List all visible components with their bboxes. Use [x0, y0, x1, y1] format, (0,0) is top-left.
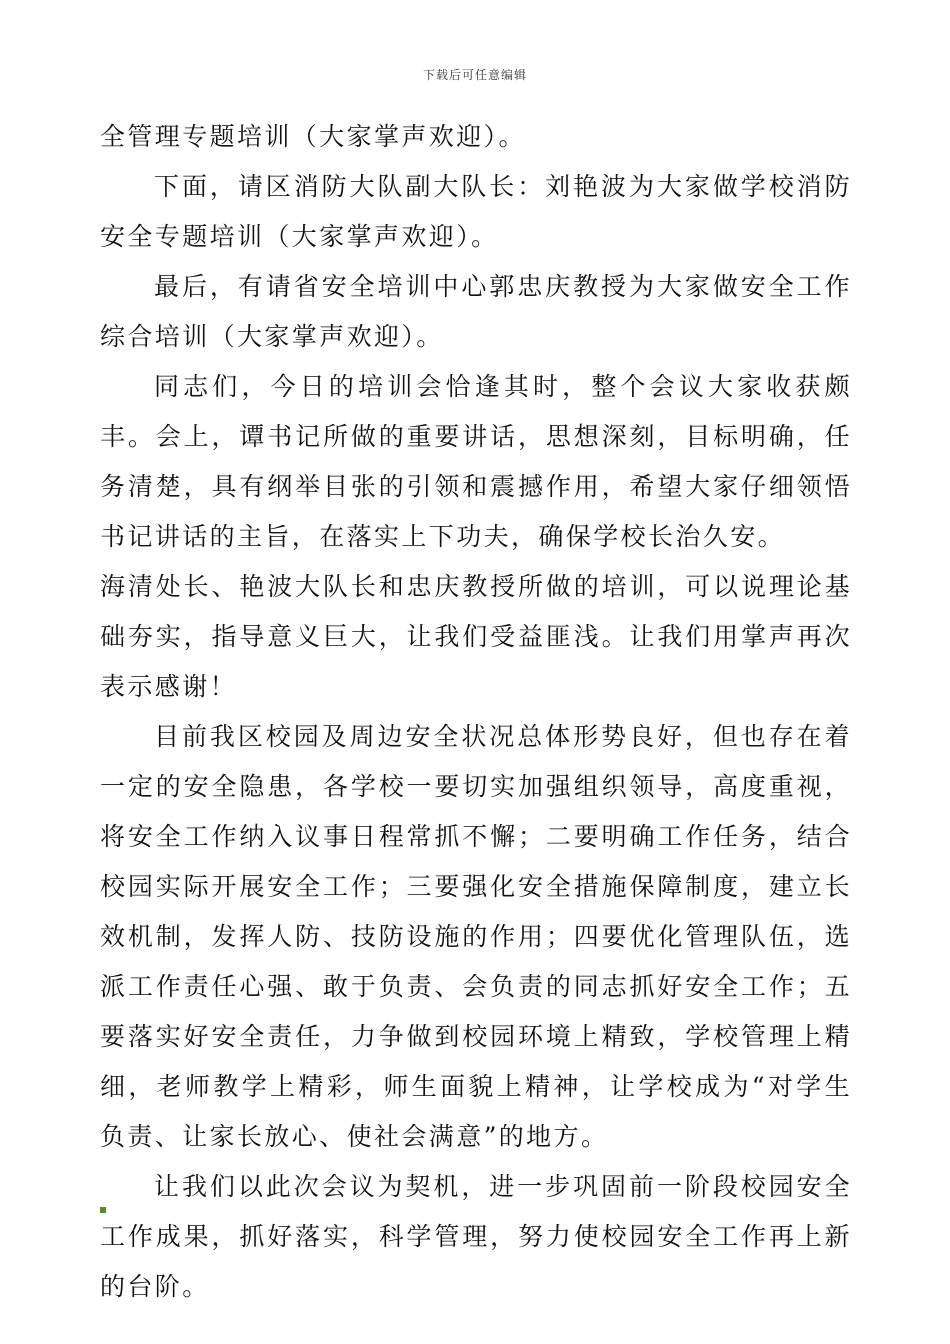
paragraph-3: 最后，有请省安全培训中心郭忠庆教授为大家做安全工作综合培训（大家掌声欢迎）。 [100, 272, 852, 351]
paragraph-5: 海清处长、艳波大队长和忠庆教授所做的培训，可以说理论基础夯实，指导意义巨大，让我们受益匪浅。让我们用掌声再次表示感谢！ [100, 572, 852, 701]
page-header: 下载后可任意编辑 [422, 68, 527, 82]
document-body [100, 112, 852, 1312]
paragraph-4: 同志们，今日的培训会恰逢其时，整个会议大家收获颇丰。会上，谭书记所做的重要讲话，思想深刻，目标明确，任务清楚，具有纲举目张的引领和震撼作用，希望大家仔细领悟书记讲话的主旨，在落实上下功夫，确保学校长治久安。 [100, 372, 852, 551]
paragraph-2: 下面，请区消防大队副大队长：刘艳波为大家做学校消防安全专题培训（大家掌声欢迎）。 [100, 172, 852, 251]
page-marker-icon [100, 1207, 106, 1213]
paragraph-6: 目前我区校园及周边安全状况总体形势良好，但也存在着一定的安全隐患，各学校一要切实加强组织领导，高度重视，将安全工作纳入议事日程常抓不懈；二要明确工作任务，结合校园实际开展安全工作；三要强化安全措施保障制度，建立长效机制，发挥人防、技防设施的作用；四要优化管理队伍，选派工作责任心强、敢于负责、会负责的同志抓好安全工作；五要落实好安全责任，力争做到校园环境上精致，学校管理上精细，老师教学上精彩，师生面貌上精神，让学校成为“对学生负责、让家长放心、使社会满意”的地方。 [100, 722, 852, 1151]
paragraph-1: 全管理专题培训（大家掌声欢迎）。 [100, 122, 526, 151]
paragraph-7: 让我们以此次会议为契机，进一步巩固前一阶段校园安全工作成果，抓好落实，科学管理，努力使校园安全工作再上新的台阶。 [100, 1172, 852, 1301]
